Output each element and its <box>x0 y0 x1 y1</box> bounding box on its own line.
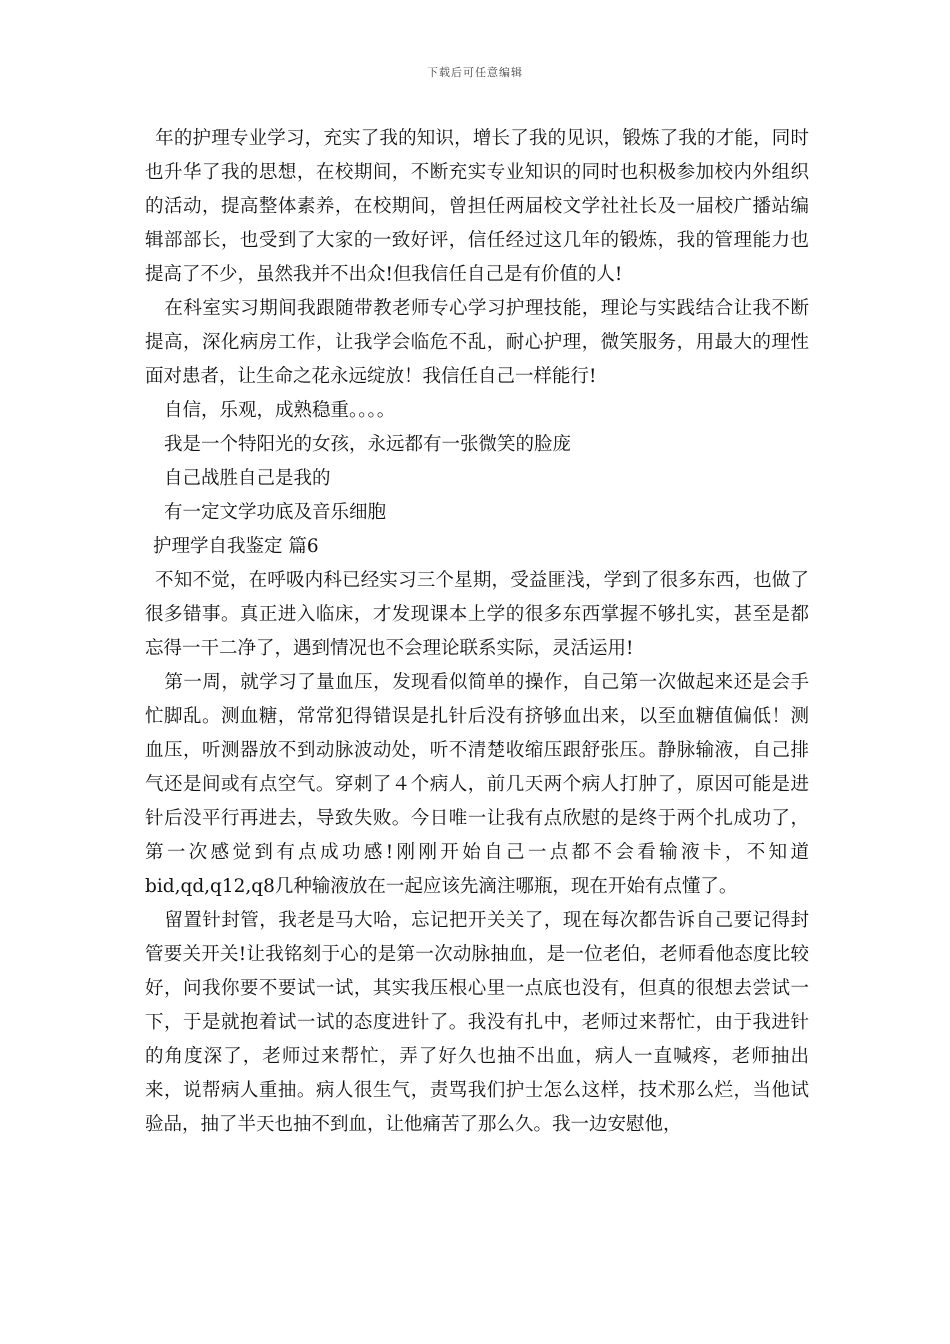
section-title: 护理学自我鉴定 篇6 <box>153 536 319 557</box>
short-line-2: 我是一个特阳光的女孩，永远都有一张微笑的脸庞 <box>164 434 572 455</box>
paragraph-1: 年的护理专业学习，充实了我的知识，增长了我的见识，锻炼了我的才能，同时也升华了我的思想，在校期间，不断充实专业知识的同时也积极参加校内外组织的活动，提高整体素养，在校期间，曾担任两届校文学社社长及一届校广播站编辑部部长，也受到了大家的一致好评，信任经过这几年的锻炼，我的管理能力也提高了不少，虽然我并不出众!但我信任自己是有价值的人! <box>145 128 809 285</box>
short-line-3: 自己战胜自己是我的 <box>164 468 331 489</box>
short-line-1: 自信，乐观，成熟稳重。。。。 <box>164 400 396 421</box>
paragraph-5: 留置针封管，我老是马大哈，忘记把开关关了，现在每次都告诉自己要记得封管要关开关!让我铭刻于心的是第一次动脉抽血，是一位老伯，老师看他态度比较好，问我你要不要试一试，其实我压根心里一点底也没有，但真的很想去尝试一下，于是就抱着试一试的态度进针了。我没有扎中，老师过来帮忙，由于我进针的角度深了，老师过来帮忙，弄了好久也抽不出血，病人一直喊疼，老师抽出来，说帮病人重抽。病人很生气，责骂我们护士怎么这样，技术那么烂，当他试验品，抽了半天也抽不到血，让他痛苦了那么久。我一边安慰他， <box>145 910 810 1135</box>
short-line-4: 有一定文学功底及音乐细胞 <box>164 502 387 523</box>
paragraph-3: 不知不觉，在呼吸内科已经实习三个星期，受益匪浅，学到了很多东西，也做了很多错事。真正进入临床，才发现课本上学的很多东西掌握不够扎实，甚至是都忘得一干二净了，遇到情况也不会理论联系实际，灵活运用! <box>145 570 809 659</box>
document-body <box>145 122 809 1142</box>
paragraph-2: 在科室实习期间我跟随带教老师专心学习护理技能，理论与实践结合让我不断提高，深化病房工作，让我学会临危不乱，耐心护理，微笑服务，用最大的理性面对患者，让生命之花永远绽放！我信任自己一样能行! <box>145 298 809 387</box>
paragraph-4: 第一周，就学习了量血压，发现看似简单的操作，自己第一次做起来还是会手忙脚乱。测血糖，常常犯得错误是扎针后没有挤够血出来，以至血糖值偏低！测血压，听测器放不到动脉波动处，听不清楚收缩压跟舒张压。静脉输液，自己排气还是间或有点空气。穿刺了４个病人，前几天两个病人打肿了，原因可能是进针后没平行再进去，导致失败。今日唯一让我有点欣慰的是终于两个扎成功了，第一次感觉到有点成功感!刚刚开始自己一点都不会看输液卡，不知道bid,qd,q12,q8几种输液放在一起应该先滴注哪瓶，现在开始有点懂了。 <box>145 672 809 897</box>
page-header: 下载后可任意编辑 <box>427 66 523 79</box>
